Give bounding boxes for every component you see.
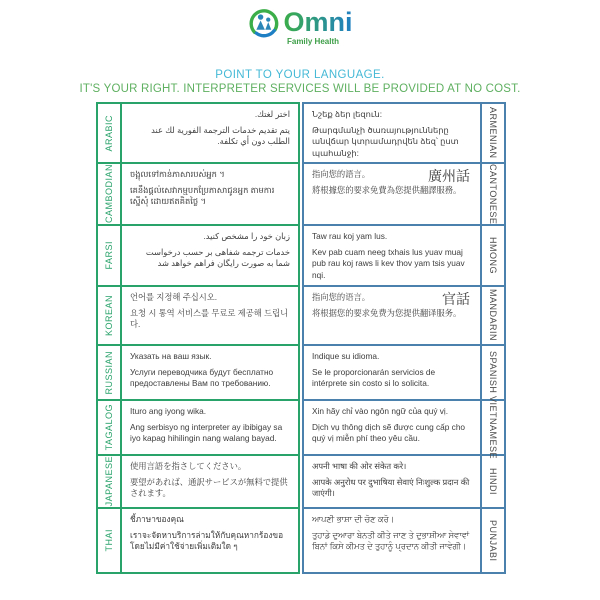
language-label-punjabi <box>480 509 504 572</box>
language-label-text: RUSSIAN <box>104 350 114 395</box>
cell-line1: 指向您的語言。 <box>312 169 371 179</box>
cell-line2: Kev pab cuam neeg txhais lus yuav muaj pub rau koj raws li kev thov yam tsis yuav nqi. <box>312 247 465 280</box>
language-label-spanish <box>480 346 504 399</box>
language-label-farsi <box>98 226 122 285</box>
omni-logo-icon <box>247 6 281 40</box>
language-label-armenian <box>480 104 504 162</box>
cell-line2: Dịch vụ thông dịch sẽ được cung cấp cho quý vị miễn phí theo yêu cầu. <box>312 422 466 444</box>
cell-line2: आपके अनुरोध पर दुभाषिया सेवाएं निःशुल्क प्रदान की जाएंगी। <box>312 477 470 499</box>
cell-line1: زبان خود را مشخص كنيد. <box>203 231 290 241</box>
language-label-text: ARABIC <box>104 114 114 152</box>
logo <box>0 6 600 46</box>
table-row-cantonese <box>304 164 504 226</box>
header-line1: POINT TO YOUR LANGUAGE. <box>215 69 385 81</box>
language-cell-hmong <box>304 226 480 285</box>
cell-line1: Indique su idioma. <box>312 351 380 361</box>
language-cell-punjabi <box>304 509 480 572</box>
table-row-russian <box>98 346 298 401</box>
cell-line1: ចង្អុលទៅកាន់ភាសារបស់អ្នក ។ <box>130 169 225 179</box>
language-native-badge: 廣州話 <box>428 168 470 184</box>
table-row-arabic <box>98 104 298 164</box>
language-cell-cantonese <box>304 164 480 224</box>
language-cell-japanese <box>122 456 298 507</box>
cell-line2: Услуги переводчика будут бесплатно предоставлены Вам по требованию. <box>130 367 274 389</box>
cell-line1: Ituro ang iyong wika. <box>130 406 207 416</box>
cell-line2: 将根据您的要求免费为您提供翻译服务。 <box>312 308 462 319</box>
cell-line1: 使用言語を指さしてください。 <box>130 461 247 471</box>
language-label-text: HINDI <box>488 468 498 495</box>
language-label-korean <box>98 287 122 344</box>
language-cell-russian <box>122 346 298 399</box>
logo-name: Omni <box>283 7 353 37</box>
cell-line1: ชี้ภาษาของคุณ <box>130 514 184 524</box>
language-label-arabic <box>98 104 122 162</box>
cell-line1: Նշեք ձեր լեզուն: <box>312 109 383 119</box>
language-label-vietnamese <box>480 396 504 460</box>
cell-line1: Xin hãy chỉ vào ngôn ngữ của quý vị. <box>312 406 449 416</box>
language-label-tagalog <box>98 401 122 454</box>
language-cell-farsi <box>122 226 298 285</box>
language-cell-spanish <box>304 346 480 399</box>
table-row-hmong <box>304 226 504 287</box>
language-tables <box>96 102 506 574</box>
language-label-text: FARSI <box>104 241 114 270</box>
cell-line1: اختر لغتك. <box>254 109 290 119</box>
cell-line1: Указать на ваш язык. <box>130 351 212 361</box>
table-row-punjabi <box>304 509 504 572</box>
language-label-text: CAMBODIAN <box>104 164 114 224</box>
language-label-text: PUNJABI <box>488 519 498 562</box>
table-row-tagalog <box>98 401 298 456</box>
cell-line2: เราจะจัดหาบริการล่ามให้กับคุณหากร้องขอ โดยไม่มีค่าใช้จ่ายเพิ่มเติมใด ๆ <box>130 530 284 552</box>
language-label-text: TAGALOG <box>104 404 114 451</box>
language-label-hindi <box>480 456 504 507</box>
cell-line1: 指向您的语言。 <box>312 292 371 302</box>
cell-line1: ਆਪਣੀ ਭਾਸ਼ਾ ਦੀ ਚੋਣ ਕਰੋ। <box>312 514 395 524</box>
poster-header <box>0 68 600 97</box>
language-label-hmong <box>480 226 504 285</box>
cell-line2: 將根據您的要求免費為您提供翻譯服務。 <box>312 185 462 196</box>
language-label-text: CANTONESE <box>488 163 498 225</box>
table-row-farsi <box>98 226 298 287</box>
language-label-mandarin <box>480 287 504 344</box>
logo-tagline: Family Health <box>286 37 339 46</box>
language-cell-cambodian <box>122 164 298 224</box>
cell-line2: 요청 시 통역 서비스를 무료로 제공해 드립니다. <box>130 308 289 330</box>
table-row-korean <box>98 287 298 346</box>
table-row-armenian <box>304 104 504 164</box>
table-row-japanese <box>98 456 298 509</box>
language-label-text: ARMENIAN <box>488 107 498 159</box>
language-label-text: SPANISH <box>488 351 498 394</box>
cell-line2: يتم تقديم خدمات الترجمة الفورية لك عند الطلب دون أي تكلفة. <box>151 125 290 147</box>
language-cell-korean <box>122 287 298 344</box>
table-row-mandarin <box>304 287 504 346</box>
cell-line1: अपनी भाषा की ओर संकेत करे। <box>312 461 407 471</box>
language-label-text: VIETNAMESE <box>488 396 498 460</box>
table-row-hindi <box>304 456 504 509</box>
cell-line2: គេនឹងផ្តល់សេវាកម្មបកប្រែភាសាជូនអ្នក តាមការស្នើសុំ ដោយឥតគិតថ្លៃ ។ <box>130 185 275 207</box>
language-cell-vietnamese <box>304 401 480 454</box>
table-row-vietnamese <box>304 396 504 460</box>
language-cell-tagalog <box>122 401 298 454</box>
language-cell-armenian <box>304 104 480 162</box>
cell-line2: 要望があれば、通訳サービスが無料で提供されます。 <box>130 477 288 499</box>
cell-line2: Se le proporcionarán servicios de intérprete sin costo si lo solicita. <box>312 367 436 389</box>
language-label-thai <box>98 509 122 572</box>
language-label-text: THAI <box>104 529 114 552</box>
language-cell-hindi <box>304 456 480 507</box>
cell-line1: 언어를 지정해 주십시오. <box>130 292 218 302</box>
language-label-cantonese <box>480 164 504 224</box>
language-label-russian <box>98 346 122 399</box>
cell-line2: Ang serbisyo ng interpreter ay ibibigay sa iyo kapag hihilingin nang walang bayad. <box>130 422 283 444</box>
language-cell-thai <box>122 509 298 572</box>
language-label-text: KOREAN <box>104 294 114 336</box>
cell-line2: Թարգմանչի ծառայությունները անվճար կտրամադրվեն ձեզ՝ ըստ պահանջի: <box>312 125 459 158</box>
language-label-japanese <box>98 456 122 507</box>
table-row-thai <box>98 509 298 572</box>
table-row-spanish <box>304 346 504 401</box>
language-label-text: JAPANESE <box>104 456 114 507</box>
table-row-cambodian <box>98 164 298 226</box>
language-native-badge: 官話 <box>442 291 470 307</box>
language-cell-mandarin <box>304 287 480 344</box>
language-label-cambodian <box>98 164 122 224</box>
language-cell-arabic <box>122 104 298 162</box>
header-line2: IT'S YOUR RIGHT. INTERPRETER SERVICES WILL BE PROVIDED AT NO COST. <box>79 83 521 96</box>
language-label-text: MANDARIN <box>488 289 498 342</box>
cell-line2: خدمات ترجمه شفاهی بر حسب درخواست شما به صورت رايگان فراهم خواهد شد <box>145 247 290 269</box>
right-language-table <box>302 102 506 574</box>
language-label-text: HMONG <box>488 237 498 274</box>
cell-line1: Taw rau koj yam lus. <box>312 231 388 241</box>
cell-line2: ਤੁਹਾਡੇ ਦੁਆਰਾ ਬੇਨਤੀ ਕੀਤੇ ਜਾਣ ਤੇ ਦੁਭਾਸ਼ੀਆ ਸੇਵਾਵਾਂ ਬਿਨਾਂ ਕਿਸੇ ਕੀਮਤ ਦੇ ਤੁਹਾਨੂੰ ਪ੍ਰਦਾਨ ਕੀਤੀ ਜਾਵੇਗੀ। <box>312 530 470 552</box>
left-language-table <box>96 102 300 574</box>
